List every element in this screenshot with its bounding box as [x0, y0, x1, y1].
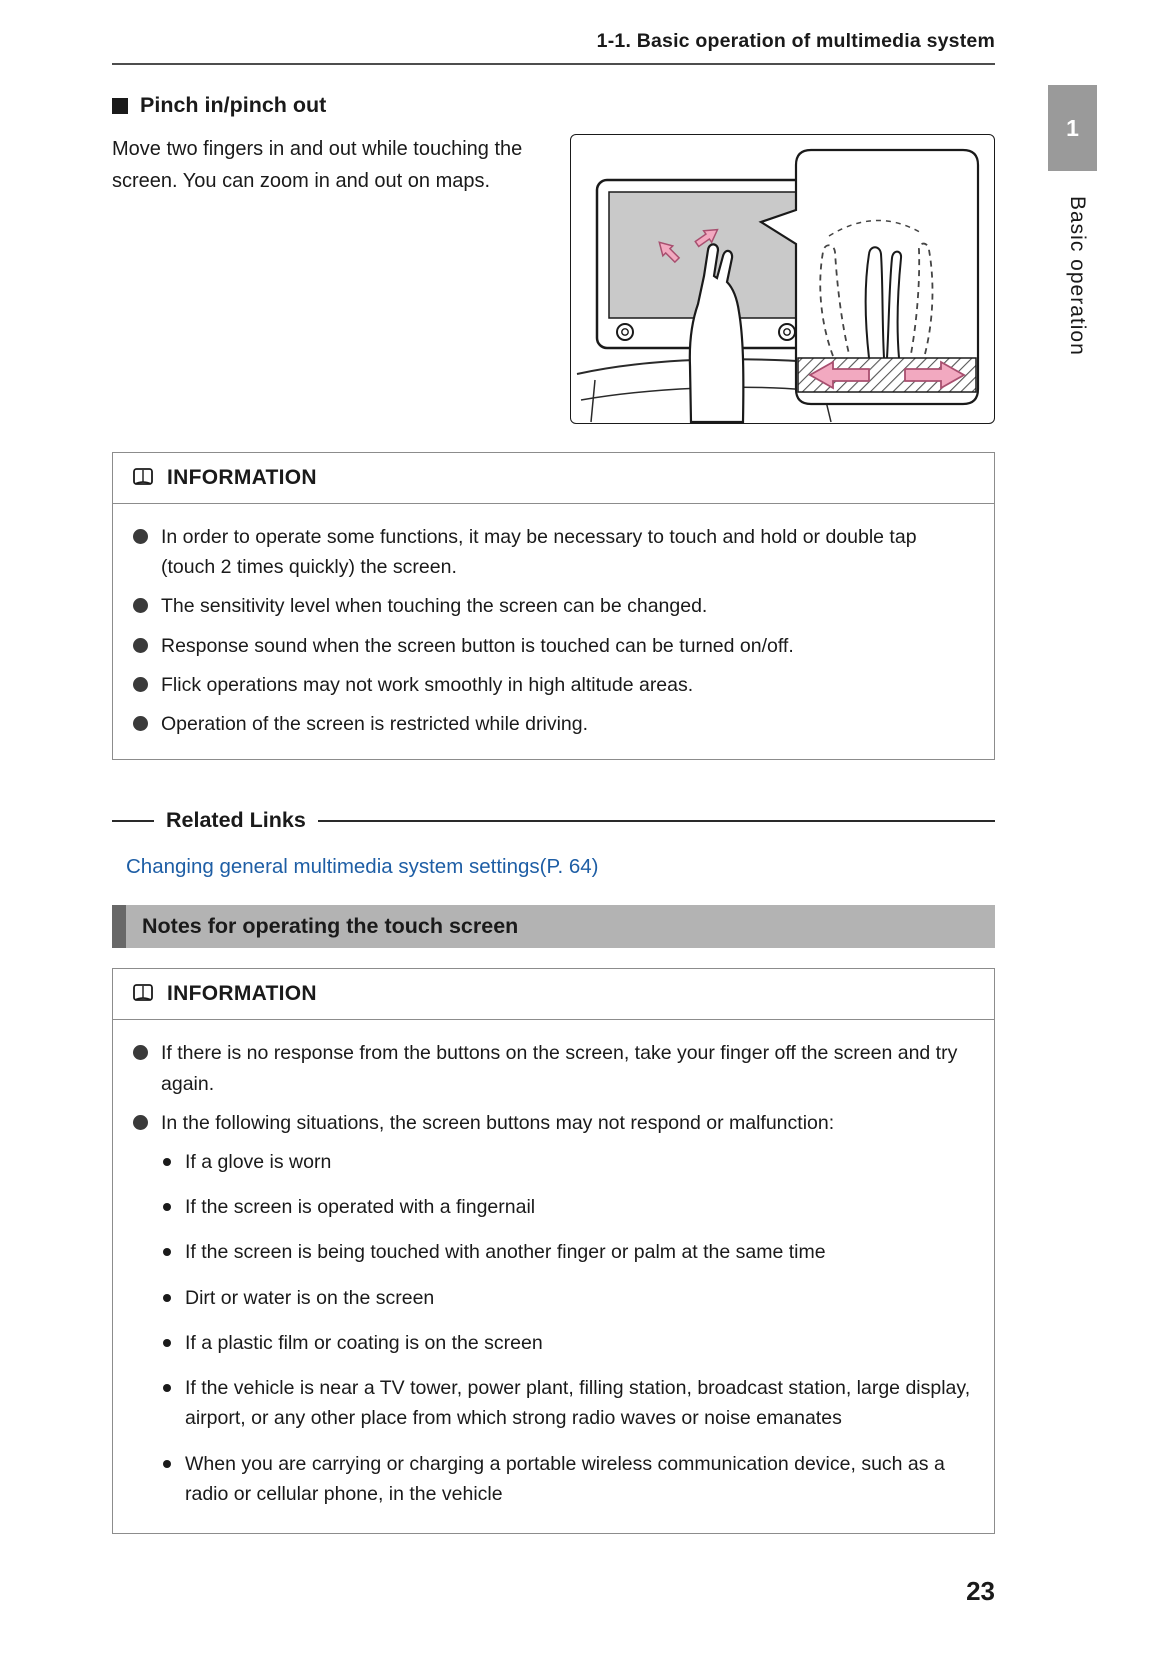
sub-bullet-icon: [163, 1158, 171, 1166]
chapter-tab: [1048, 85, 1097, 171]
list-item: [163, 1373, 972, 1433]
sub-bullet-icon: [163, 1339, 171, 1347]
information-title: INFORMATION: [167, 982, 317, 1006]
information-title: INFORMATION: [167, 466, 317, 489]
pinch-illustration-svg: [571, 135, 994, 423]
page-number: 23: [966, 1576, 995, 1606]
chapter-number: 1: [1066, 114, 1079, 141]
list-item: [163, 1147, 972, 1177]
information-icon: [131, 983, 155, 1005]
related-link-multimedia-settings[interactable]: Changing general multimedia system settings(P. 64): [126, 855, 599, 879]
information-icon: [131, 467, 155, 489]
info-bullet: [133, 591, 972, 621]
page-header-title: 1-1. Basic operation of multimedia system: [596, 30, 995, 52]
related-links-title: Related Links: [166, 808, 306, 833]
related-links-rule-left: [112, 820, 154, 822]
section-title: Pinch in/pinch out: [140, 93, 327, 117]
sub-bullet-icon: [163, 1460, 171, 1468]
section-body-text: Move two fingers in and out while touching the screen. You can zoom in and out on maps.: [112, 138, 523, 192]
info-bullet: [133, 1038, 972, 1098]
chapter-label-vertical: Basic operation: [1066, 196, 1089, 356]
section-heading: [112, 93, 995, 118]
info-bullet: [133, 631, 972, 661]
bullet-text: The sensitivity level when touching the screen can be changed.: [161, 595, 708, 618]
notes-section-title: Notes for operating the touch screen: [142, 914, 519, 939]
info-bullet: [133, 709, 972, 739]
sub-bullet-icon: [163, 1294, 171, 1302]
malfunction-conditions-list: [163, 1147, 972, 1509]
sub-item-text: If a plastic film or coating is on the screen: [185, 1331, 543, 1354]
sub-item-text: If the vehicle is near a TV tower, power plant, filling station, broadcast station, large display, airport, or any other place from which strong radio waves or noise emanates: [185, 1377, 971, 1430]
sub-bullet-icon: [163, 1248, 171, 1256]
bullet-text: In the following situations, the screen buttons may not respond or malfunction:: [161, 1111, 835, 1134]
sub-bullet-icon: [163, 1203, 171, 1211]
bullet-text: In order to operate some functions, it may be necessary to touch and hold or double tap (touch 2 times quickly) the screen.: [161, 526, 917, 579]
notes-section-banner: [112, 905, 995, 948]
bullet-icon: [133, 638, 148, 653]
bullet-text: Flick operations may not work smoothly in high altitude areas.: [161, 673, 694, 696]
bullet-icon: [133, 1115, 148, 1130]
sub-item-text: When you are carrying or charging a portable wireless communication device, such as a radio or cellular phone, in the vehicle: [185, 1452, 945, 1505]
sub-bullet-icon: [163, 1384, 171, 1392]
square-bullet-icon: [112, 98, 128, 114]
list-item: [163, 1283, 972, 1313]
bullet-icon: [133, 1045, 148, 1060]
info-bullet: [133, 670, 972, 700]
info-bullet: [133, 522, 972, 582]
header-divider: [112, 63, 995, 65]
sub-item-text: If the screen is being touched with another finger or palm at the same time: [185, 1241, 826, 1264]
information-box-1: [112, 452, 995, 760]
bullet-text: Operation of the screen is restricted while driving.: [161, 713, 589, 736]
bullet-icon: [133, 598, 148, 613]
information-box-2: [112, 968, 995, 1534]
pinch-illustration: [570, 134, 995, 424]
bullet-icon: [133, 677, 148, 692]
list-item: [163, 1328, 972, 1358]
related-links-heading: [112, 808, 995, 833]
info-bullet: [133, 1108, 972, 1138]
bullet-text: Response sound when the screen button is touched can be turned on/off.: [161, 634, 794, 657]
related-links-rule-right: [318, 820, 995, 822]
sub-item-text: If a glove is worn: [185, 1150, 332, 1173]
sub-item-text: Dirt or water is on the screen: [185, 1286, 435, 1309]
list-item: [163, 1192, 972, 1222]
sub-item-text: If the screen is operated with a fingernail: [185, 1196, 536, 1219]
bullet-text: If there is no response from the buttons on the screen, take your finger off the screen and try again.: [161, 1042, 958, 1095]
bullet-icon: [133, 529, 148, 544]
list-item: [163, 1449, 972, 1509]
list-item: [163, 1237, 972, 1267]
bullet-icon: [133, 716, 148, 731]
